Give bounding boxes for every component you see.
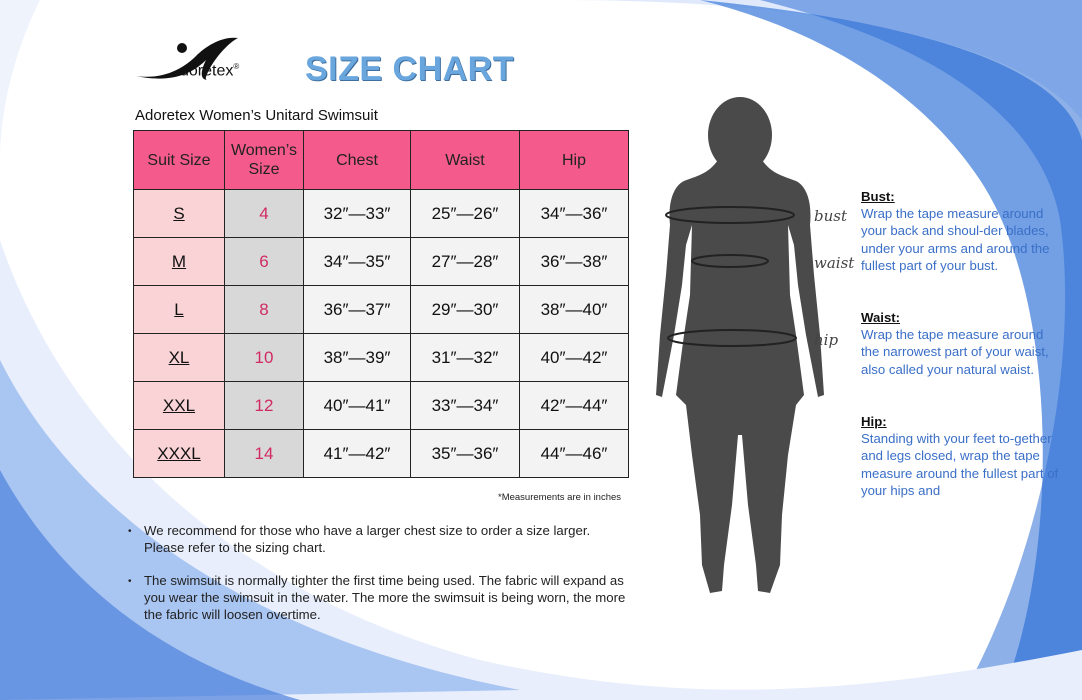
header-womens-size: Women’s Size <box>225 131 304 190</box>
womens-size-cell: 10 <box>225 334 304 382</box>
hip-cell: 38″—40″ <box>520 286 629 334</box>
womens-size-cell: 14 <box>225 430 304 478</box>
chest-cell: 38″—39″ <box>304 334 411 382</box>
chest-cell: 41″—42″ <box>304 430 411 478</box>
chest-cell: 40″—41″ <box>304 382 411 430</box>
table-row <box>134 430 629 478</box>
chest-cell: 34″—35″ <box>304 238 411 286</box>
womens-size-cell: 12 <box>225 382 304 430</box>
waist-text: Wrap the tape measure around the narrowest part of your waist, also called your natural waist. <box>861 327 1049 377</box>
bust-heading: Bust: <box>861 189 895 204</box>
hip-cell: 44″—46″ <box>520 430 629 478</box>
table-row <box>134 238 629 286</box>
waist-cell: 33″—34″ <box>411 382 520 430</box>
measurement-note: *Measurements are in inches <box>498 492 622 503</box>
body-silhouette-illustration <box>640 95 860 605</box>
table-header-row <box>134 131 629 190</box>
womens-size-cell: 6 <box>225 238 304 286</box>
recommendation-list <box>128 522 628 639</box>
header-hip: Hip <box>520 131 629 190</box>
waist-cell: 29″—30″ <box>411 286 520 334</box>
waist-cell: 31″—32″ <box>411 334 520 382</box>
suit-size-cell: XL <box>134 334 225 382</box>
chest-cell: 32″—33″ <box>304 190 411 238</box>
hip-cell: 40″—42″ <box>520 334 629 382</box>
bust-label: bust <box>814 207 847 225</box>
list-item: • The swimsuit is normally tighter the first time being used. The fabric will expand as you wear the swimsuit in the water. The more the swimsuit is being worn, the more the fabric will loosen overtime. <box>128 572 628 623</box>
bust-text: Wrap the tape measure around your back and shoul-der blades, under your arms and around the fullest part of your bust. <box>861 206 1050 273</box>
waist-heading: Waist: <box>861 310 901 325</box>
suit-size-cell: XXL <box>134 382 225 430</box>
waist-cell: 35″—36″ <box>411 430 520 478</box>
product-subtitle: Adoretex Women’s Unitard Swimsuit <box>135 107 378 124</box>
suit-size-cell: XXXL <box>134 430 225 478</box>
hip-text: Standing with your feet to-gether and legs closed, wrap the tape measure around the fullest part of your hips and <box>861 431 1059 498</box>
suit-size-cell: S <box>134 190 225 238</box>
table-row <box>134 334 629 382</box>
hip-heading: Hip: <box>861 414 887 429</box>
waist-label: waist <box>814 254 855 272</box>
chest-cell: 36″—37″ <box>304 286 411 334</box>
suit-size-cell: M <box>134 238 225 286</box>
table-row <box>134 382 629 430</box>
hip-cell: 36″—38″ <box>520 238 629 286</box>
hip-cell: 42″—44″ <box>520 382 629 430</box>
bust-instructions <box>861 188 1061 274</box>
waist-cell: 25″—26″ <box>411 190 520 238</box>
page-title: SIZE CHART <box>305 50 514 88</box>
header-chest: Chest <box>304 131 411 190</box>
womens-size-cell: 4 <box>225 190 304 238</box>
womens-size-cell: 8 <box>225 286 304 334</box>
size-table <box>133 130 629 478</box>
hip-instructions <box>861 413 1061 499</box>
list-item: • We recommend for those who have a larger chest size to order a size larger. Please refer to the sizing chart. <box>128 522 628 556</box>
header-waist: Waist <box>411 131 520 190</box>
header-suit-size: Suit Size <box>134 131 225 190</box>
suit-size-cell: L <box>134 286 225 334</box>
hip-label: hip <box>814 331 839 349</box>
table-row <box>134 190 629 238</box>
brand-name: doretex® <box>180 62 240 80</box>
waist-instructions <box>861 309 1061 378</box>
waist-cell: 27″—28″ <box>411 238 520 286</box>
table-row <box>134 286 629 334</box>
hip-cell: 34″—36″ <box>520 190 629 238</box>
